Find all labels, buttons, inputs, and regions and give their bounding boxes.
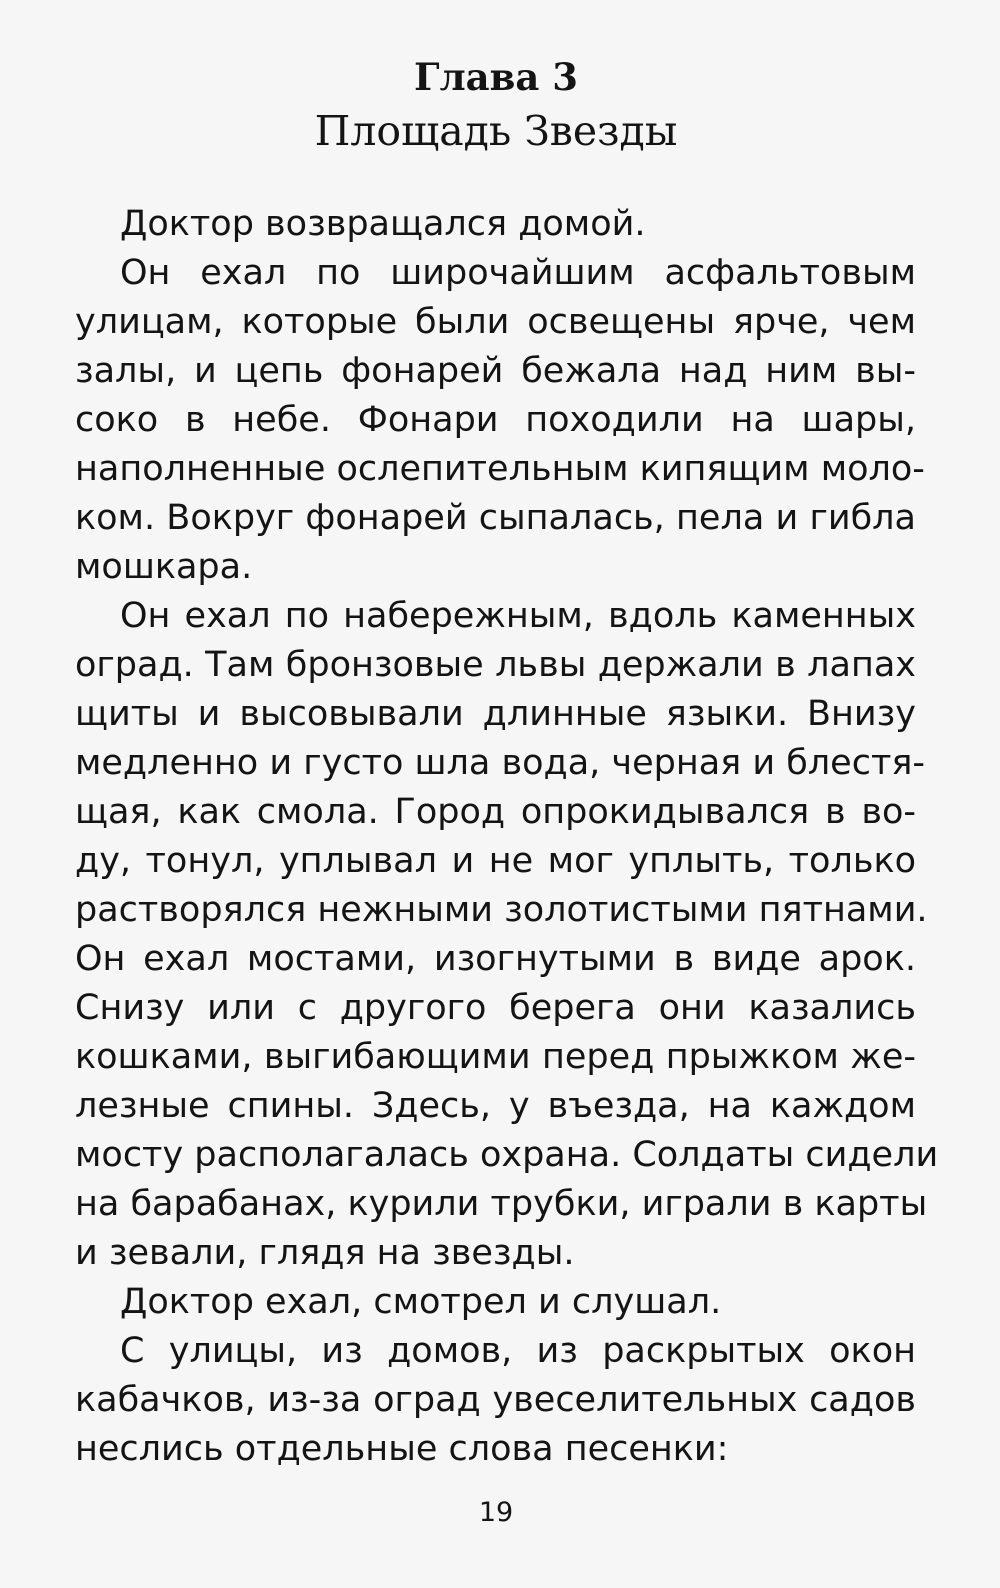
text-line: мосту располагалась охрана. Солдаты сидели: [75, 1135, 939, 1175]
text-line: неслись отдельные слова песенки:: [75, 1429, 729, 1469]
text-line: Доктор ехал, смотрел и слушал.: [120, 1282, 722, 1322]
page-number: 19: [478, 1497, 514, 1528]
text-line: на барабанах, курили трубки, играли в карты: [75, 1184, 928, 1224]
text-line: Он ехал мостами, изогнутыми в виде арок.: [75, 939, 916, 979]
paragraph: [75, 249, 925, 592]
chapter-body-text: [75, 200, 939, 1474]
paragraph: [75, 592, 939, 1278]
paragraph: [75, 1327, 916, 1474]
text-line: и зевали, глядя на звезды.: [75, 1233, 575, 1273]
text-line: ком. Вокруг фонарей сыпалась, пела и гибла: [75, 498, 916, 538]
text-line: залы, и цепь фонарей бежала над ним вы-: [75, 351, 916, 391]
text-line: наполненные ослепительным кипящим моло-: [75, 449, 925, 489]
text-line: кабачков, из-за оград увеселительных садов: [75, 1380, 916, 1420]
paragraph: [75, 1278, 916, 1327]
text-line: лезные спины. Здесь, у въезда, на каждом: [75, 1086, 916, 1126]
text-line: ду, тонул, уплывал и не мог уплыть, только: [75, 841, 916, 881]
text-line: Он ехал по широчайшим асфальтовым: [120, 253, 916, 293]
text-line: оград. Там бронзовые львы держали в лапах: [75, 645, 916, 685]
text-line: улицам, которые были освещены ярче, чем: [75, 302, 916, 342]
text-line: Он ехал по набережным, вдоль каменных: [120, 596, 916, 636]
chapter-title: Площадь Звезды: [314, 107, 678, 155]
text-line: мошкара.: [75, 547, 253, 587]
text-line: медленно и густо шла вода, черная и блестя-: [75, 743, 926, 783]
text-line: С улицы, из домов, из раскрытых окон: [120, 1331, 916, 1371]
paragraph: [75, 200, 916, 249]
text-line: щая, как смола. Город опрокидывался в во-: [75, 792, 916, 832]
text-line: кошками, выгибающими перед прыжком же-: [75, 1037, 916, 1077]
text-line: Снизу или с другого берега они казались: [75, 988, 916, 1028]
text-line: щиты и высовывали длинные языки. Внизу: [75, 694, 916, 734]
text-line: Доктор возвращался домой.: [120, 204, 646, 244]
text-line: растворялся нежными золотистыми пятнами.: [75, 890, 928, 930]
text-line: соко в небе. Фонари походили на шары,: [75, 400, 916, 440]
chapter-number: Глава 3: [414, 55, 578, 99]
